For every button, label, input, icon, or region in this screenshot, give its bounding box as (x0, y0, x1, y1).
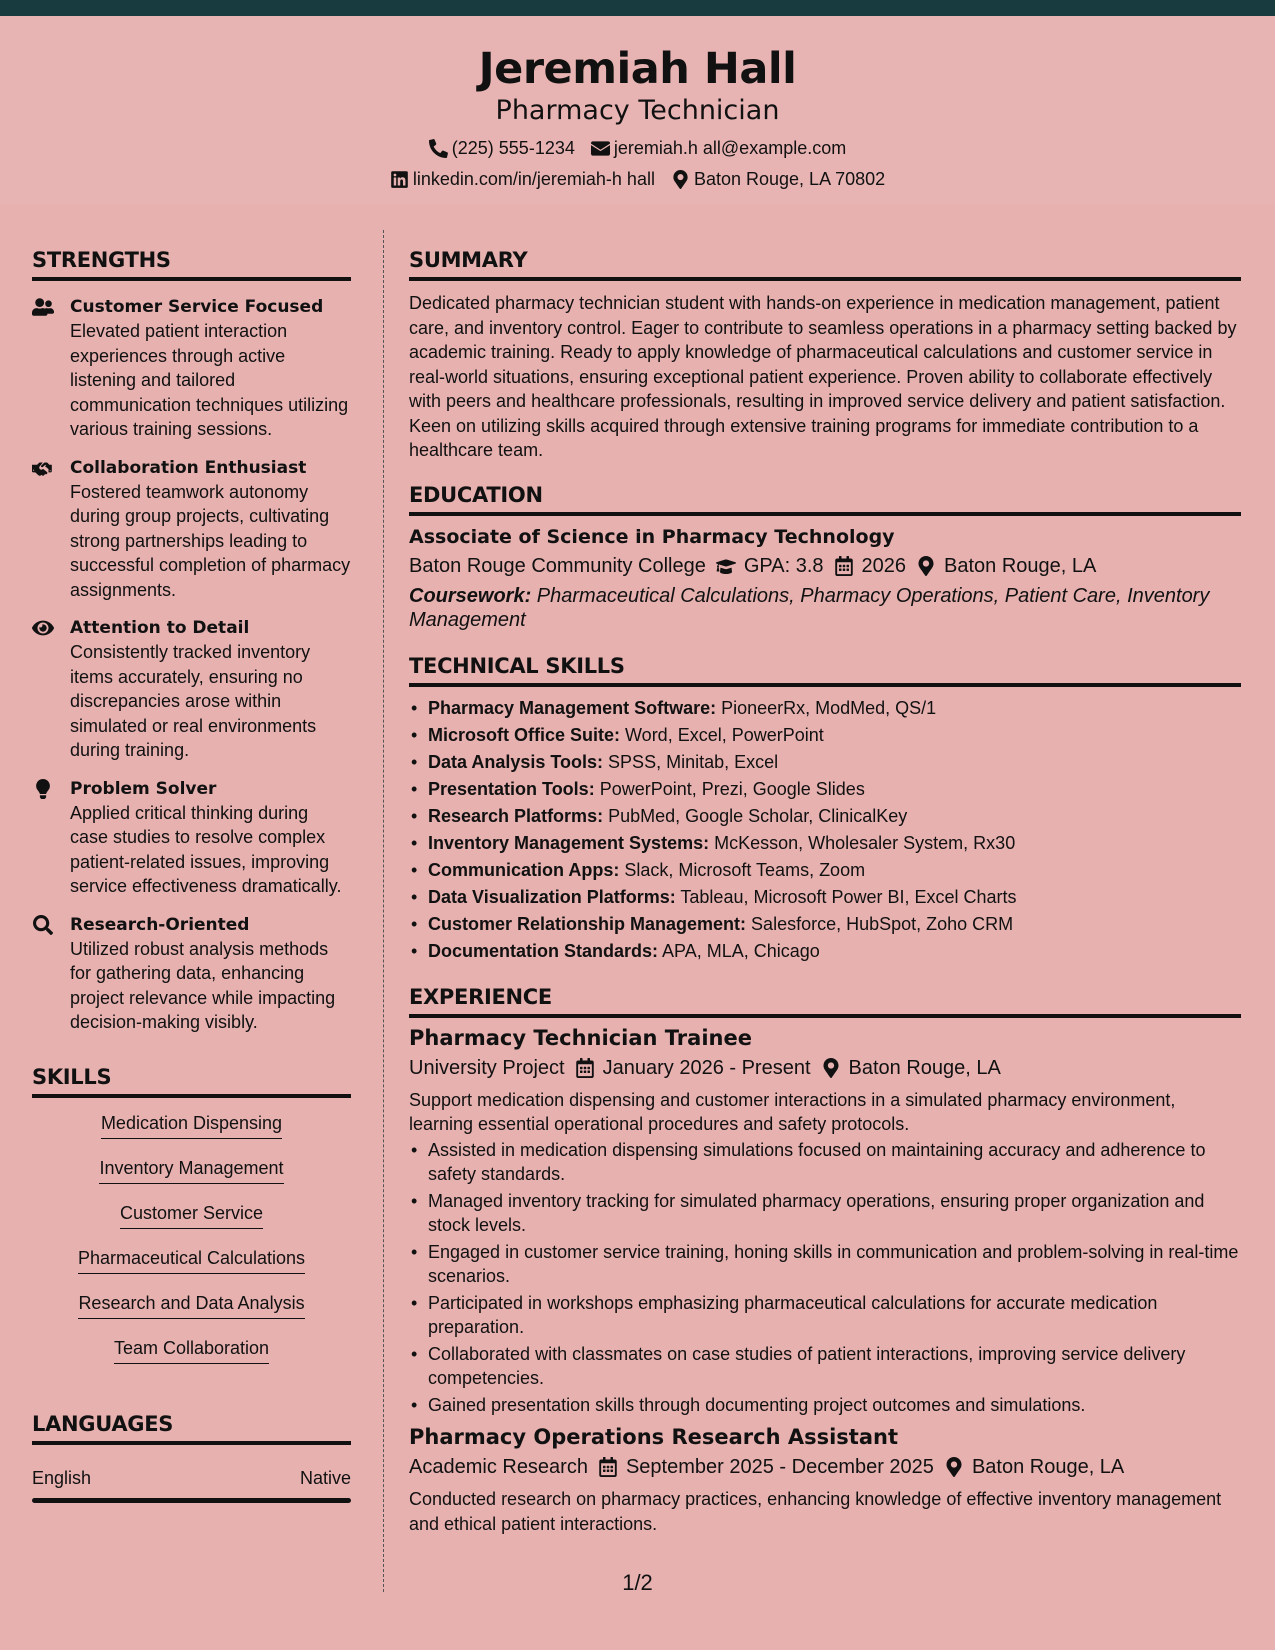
strength-item (32, 777, 351, 899)
linkedin-icon (390, 170, 409, 189)
tech-skill-item: • Inventory Management Systems: McKesson, Wholesaler System, Rx30 (409, 830, 1241, 857)
top-bar (0, 0, 1275, 16)
job-org: Academic Research (409, 1456, 588, 1478)
job-entry (409, 1423, 1241, 1536)
skill-item: Customer Service (120, 1202, 263, 1229)
linkedin-text: linkedin.com/in/jeremiah-h hall (412, 169, 655, 189)
tech-skill-item: • Data Analysis Tools: SPSS, Minitab, Excel (409, 749, 1241, 776)
skills-list (32, 1112, 351, 1382)
coursework (409, 584, 1241, 632)
phone-contact[interactable] (429, 137, 575, 159)
skill-item: Team Collaboration (114, 1337, 269, 1364)
graduation-year: 2026 (861, 554, 906, 577)
phone-text: (225) 555-1234 (451, 138, 575, 158)
job-dates: September 2025 - December 2025 (625, 1456, 934, 1478)
strength-title: Attention to Detail (70, 618, 250, 638)
skill-item: Research and Data Analysis (78, 1292, 304, 1319)
strength-desc: Fostered teamwork autonomy during group projects, cultivating strong partnerships leading to successful completion of pharmacy assignments. (70, 481, 351, 600)
search-icon (32, 915, 54, 935)
language-level: Native (299, 1467, 351, 1488)
skills-heading: SKILLS (32, 1047, 351, 1098)
calendar-icon (575, 1058, 595, 1078)
handshake-icon (32, 458, 54, 478)
strength-title: Collaboration Enthusiast (70, 457, 307, 478)
strength-item (32, 295, 351, 442)
tech-skill-item: • Pharmacy Management Software: PioneerRx, ModMed, QS/1 (409, 695, 1241, 722)
job-bullet: • Gained presentation skills through documenting project outcomes and simulations. (409, 1393, 1241, 1418)
languages-heading: LANGUAGES (32, 1394, 351, 1445)
education-heading: EDUCATION (409, 465, 1241, 516)
map-pin-icon (916, 556, 936, 576)
candidate-title: Pharmacy Technician (495, 95, 780, 126)
education-meta (409, 552, 1241, 580)
strength-title: Customer Service Focused (70, 297, 324, 317)
tech-skill-item: • Data Visualization Platforms: Tableau, Microsoft Power BI, Excel Charts (409, 884, 1241, 911)
strength-item (32, 913, 351, 1035)
map-pin-icon (944, 1457, 964, 1477)
job-dates: January 2026 - Present (602, 1056, 811, 1079)
skill-item: Medication Dispensing (101, 1112, 282, 1139)
strength-desc: Applied critical thinking during case studies to resolve complex patient-related issues, improving service effectiveness dramatically. (70, 802, 342, 896)
strength-desc: Utilized robust analysis methods for gathering data, enhancing project relevance while impacting decision-making visibly. (70, 938, 336, 1032)
envelope-icon (591, 139, 610, 158)
linkedin-contact[interactable] (390, 168, 655, 190)
school-name: Baton Rouge Community College (409, 554, 706, 577)
skill-item: Inventory Management (99, 1157, 283, 1184)
lightbulb-icon (32, 779, 54, 799)
candidate-name: Jeremiah Hall (478, 44, 797, 94)
job-bullet: • Participated in workshops emphasizing pharmaceutical calculations for accurate medication preparation. (409, 1291, 1241, 1340)
strength-item (32, 616, 351, 763)
coursework-label: Coursework: (409, 584, 532, 607)
summary-text: Dedicated pharmacy technician student with hands-on experience in medication management, patient care, and inventory control. Eager to contribute to seamless operations in a pharmacy setting backed by academic training. Ready to apply knowledge of pharmaceutical calculations and customer service in real-world situations, ensuring exceptional patient experience. Proven ability to collaborate effectively with peers and healthcare professionals, resulting in improved service delivery and patient satisfaction. Keen on utilizing skills acquired through extensive training programs for immediate contribution to a healthcare team. (409, 293, 1237, 460)
strength-desc: Consistently tracked inventory items accurately, ensuring no discrepancies arose within simulated or real environments during training. (70, 642, 317, 760)
job-bullet: • Engaged in customer service training, honing skills in communication and problem-solving in real-time scenarios. (409, 1240, 1241, 1289)
job-location: Baton Rouge, LA (971, 1456, 1125, 1478)
strength-item (32, 456, 351, 603)
coursework-text: Pharmaceutical Calculations, Pharmacy Operations, Patient Care, Inventory Management (409, 584, 1210, 631)
left-column (32, 230, 351, 1503)
gpa-text: GPA: 3.8 (743, 554, 824, 577)
tech-skill-item: • Microsoft Office Suite: Word, Excel, PowerPoint (409, 722, 1241, 749)
strength-desc: Elevated patient interaction experiences through active listening and tailored communication techniques utilizing various training sessions. (70, 321, 349, 439)
email-text: jeremiah.h all@example.com (613, 138, 847, 158)
job-org: University Project (409, 1056, 565, 1079)
job-location: Baton Rouge, LA (848, 1056, 1001, 1079)
job-entry (409, 1024, 1241, 1418)
location-text: Baton Rouge, LA 70802 (693, 169, 886, 189)
job-bullet: • Managed inventory tracking for simulated pharmacy operations, ensuring proper organization and stock levels. (409, 1189, 1241, 1238)
contact-row-1 (0, 137, 1275, 159)
map-pin-icon (821, 1058, 841, 1078)
technical-skills-heading: TECHNICAL SKILLS (409, 636, 1241, 687)
contact-row-2 (0, 168, 1275, 190)
education-location: Baton Rouge, LA (944, 554, 1097, 577)
tech-skill-item: • Presentation Tools: PowerPoint, Prezi, Google Slides (409, 776, 1241, 803)
map-pin-icon (671, 170, 690, 189)
graduation-cap-icon (716, 556, 736, 576)
strengths-heading: STRENGTHS (32, 230, 351, 281)
strength-title: Research-Oriented (70, 914, 250, 935)
language-name: English (32, 1467, 92, 1488)
tech-skill-item: • Customer Relationship Management: Salesforce, HubSpot, Zoho CRM (409, 911, 1241, 938)
users-icon (32, 297, 54, 317)
page-number: 1/2 (622, 1570, 653, 1595)
location-contact (671, 168, 885, 190)
job-meta (409, 1054, 1241, 1082)
tech-skill-item: • Documentation Standards: APA, MLA, Chicago (409, 938, 1241, 965)
summary-heading: SUMMARY (409, 230, 1241, 281)
eye-icon (32, 618, 54, 638)
resume-header (0, 16, 1275, 204)
strength-title: Problem Solver (70, 778, 217, 799)
tech-skill-item: • Research Platforms: PubMed, Google Scholar, ClinicalKey (409, 803, 1241, 830)
experience-heading: EXPERIENCE (409, 967, 1241, 1018)
job-bullets (409, 1138, 1241, 1418)
language-proficiency-bar (32, 1498, 351, 1503)
calendar-icon (598, 1457, 618, 1477)
job-description: Conducted research on pharmacy practices, enhancing knowledge of effective inventory management and ethical patient interactions. (409, 1489, 1222, 1534)
job-meta (409, 1453, 1241, 1481)
email-contact[interactable] (591, 137, 846, 159)
tech-skill-item: • Communication Apps: Slack, Microsoft Teams, Zoom (409, 857, 1241, 884)
skill-item: Pharmaceutical Calculations (78, 1247, 305, 1274)
technical-skills-list (409, 695, 1241, 965)
language-item (32, 1467, 351, 1489)
job-bullet: • Assisted in medication dispensing simulations focused on maintaining accuracy and adherence to safety standards. (409, 1138, 1241, 1187)
job-bullet: • Collaborated with classmates on case studies of patient interactions, improving service delivery competencies. (409, 1342, 1241, 1391)
degree-title: Associate of Science in Pharmacy Technology (409, 525, 895, 548)
job-description: Support medication dispensing and customer interactions in a simulated pharmacy environment, learning essential operational procedures and safety protocols. (409, 1089, 1176, 1134)
right-column (409, 230, 1241, 1536)
job-title: Pharmacy Technician Trainee (409, 1025, 752, 1050)
job-title: Pharmacy Operations Research Assistant (409, 1425, 898, 1449)
phone-icon (429, 139, 448, 158)
column-divider (383, 230, 384, 1592)
calendar-icon (834, 556, 854, 576)
